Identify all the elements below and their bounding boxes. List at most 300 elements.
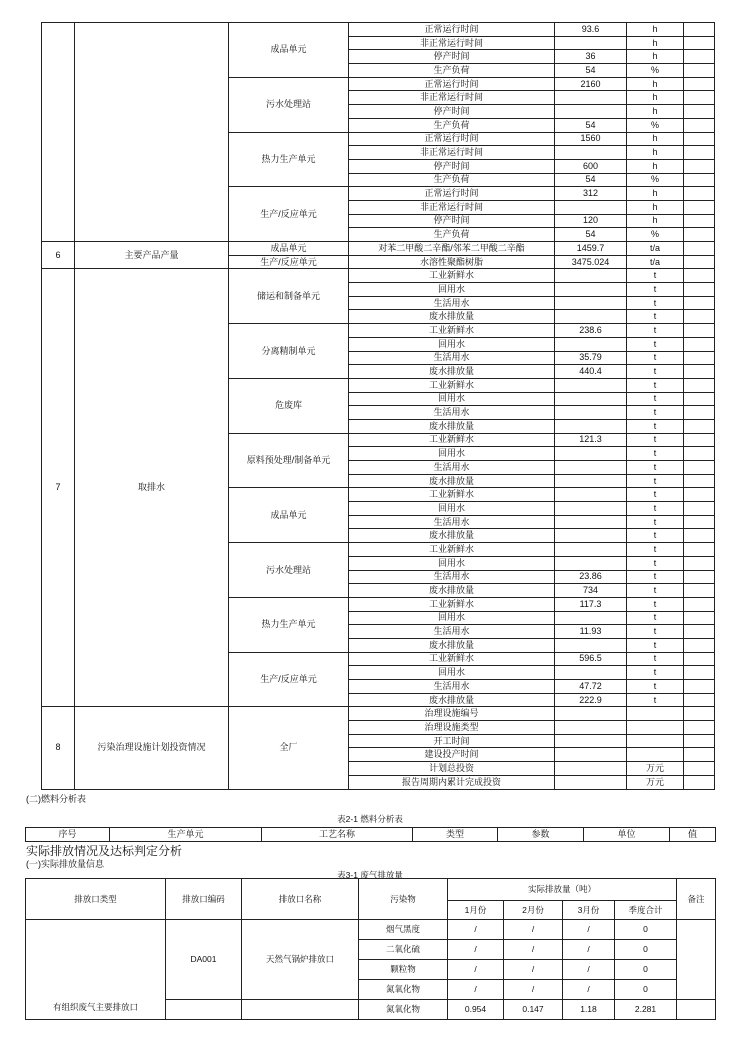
item-cell: 废水排放量 xyxy=(349,365,555,379)
col-pollutant: 污染物 xyxy=(359,879,448,920)
note-cell xyxy=(684,296,715,310)
item-cell: 工业新鲜水 xyxy=(349,324,555,338)
value-cell xyxy=(555,529,627,543)
note-cell xyxy=(684,187,715,201)
value-cell xyxy=(555,775,627,789)
unit-of-measure-cell: h xyxy=(627,50,684,64)
value-cell: 0 xyxy=(615,920,677,940)
item-cell: 水溶性聚酯树脂 xyxy=(349,255,555,269)
item-cell: 生产负荷 xyxy=(349,118,555,132)
unit-of-measure-cell: 万元 xyxy=(627,775,684,789)
value-cell: 35.79 xyxy=(555,351,627,365)
value-cell: / xyxy=(563,980,615,1000)
pollutant-cell: 颗粒物 xyxy=(359,960,448,980)
value-cell: 54 xyxy=(555,228,627,242)
unit-of-measure-cell: h xyxy=(627,23,684,37)
note-cell xyxy=(684,105,715,119)
outlet-code-cell xyxy=(166,1000,242,1020)
note-cell xyxy=(684,242,715,256)
item-cell: 生活用水 xyxy=(349,461,555,475)
section-no-cell xyxy=(42,23,75,242)
unit-of-measure-cell: h xyxy=(627,77,684,91)
note-cell xyxy=(684,707,715,721)
value-cell xyxy=(555,105,627,119)
value-cell xyxy=(555,748,627,762)
value-cell: / xyxy=(563,920,615,940)
unit-of-measure-cell: t xyxy=(627,474,684,488)
unit-of-measure-cell: t xyxy=(627,625,684,639)
value-cell xyxy=(555,337,627,351)
item-cell: 工业新鲜水 xyxy=(349,597,555,611)
unit-of-measure-cell: t xyxy=(627,351,684,365)
unit-of-measure-cell: t xyxy=(627,638,684,652)
unit-cell: 全厂 xyxy=(229,707,349,789)
unit-cell: 污水处理站 xyxy=(229,543,349,598)
col-outlet-code: 排放口编码 xyxy=(166,879,242,920)
value-cell: 596.5 xyxy=(555,652,627,666)
value-cell: / xyxy=(563,960,615,980)
value-cell xyxy=(555,200,627,214)
value-cell xyxy=(555,515,627,529)
unit-of-measure-cell: % xyxy=(627,118,684,132)
item-cell: 报告周期内累计完成投资 xyxy=(349,775,555,789)
outlet-name-cell: 天然气锅炉排放口 xyxy=(242,920,359,1000)
unit-of-measure-cell: t xyxy=(627,378,684,392)
note-cell xyxy=(684,433,715,447)
unit-of-measure-cell: h xyxy=(627,36,684,50)
fuel-table-caption: 表2-1 燃料分析表 xyxy=(337,814,403,824)
note-cell xyxy=(684,515,715,529)
table-row xyxy=(42,242,715,256)
note-cell xyxy=(684,77,715,91)
value-cell xyxy=(555,283,627,297)
item-cell: 生活用水 xyxy=(349,515,555,529)
fuel-column-header: 序号 xyxy=(26,828,110,842)
value-cell: 121.3 xyxy=(555,433,627,447)
note-cell xyxy=(677,1000,716,1020)
item-cell: 非正常运行时间 xyxy=(349,200,555,214)
value-cell xyxy=(555,269,627,283)
unit-of-measure-cell: t xyxy=(627,406,684,420)
value-cell xyxy=(555,556,627,570)
unit-of-measure-cell xyxy=(627,734,684,748)
note-cell xyxy=(684,461,715,475)
unit-of-measure-cell: % xyxy=(627,173,684,187)
value-cell: 36 xyxy=(555,50,627,64)
item-cell: 生活用水 xyxy=(349,570,555,584)
note-cell xyxy=(684,419,715,433)
outlet-type-cell: 有组织废气主要排放口 xyxy=(26,920,166,1020)
unit-of-measure-cell: h xyxy=(627,187,684,201)
item-cell: 正常运行时间 xyxy=(349,23,555,37)
item-cell: 停产时间 xyxy=(349,214,555,228)
unit-of-measure-cell: t xyxy=(627,570,684,584)
col-month-2: 2月份 xyxy=(504,901,563,920)
value-cell xyxy=(555,502,627,516)
unit-cell: 成品单元 xyxy=(229,242,349,256)
item-cell: 工业新鲜水 xyxy=(349,543,555,557)
note-cell xyxy=(684,228,715,242)
item-cell: 回用水 xyxy=(349,666,555,680)
value-cell xyxy=(555,488,627,502)
item-cell: 废水排放量 xyxy=(349,584,555,598)
item-cell: 正常运行时间 xyxy=(349,77,555,91)
item-cell: 回用水 xyxy=(349,447,555,461)
fuel-column-header: 生产单元 xyxy=(110,828,262,842)
item-cell: 废水排放量 xyxy=(349,638,555,652)
fuel-section-title: (二)燃料分析表 xyxy=(26,794,86,804)
unit-of-measure-cell: t xyxy=(627,515,684,529)
note-cell xyxy=(684,23,715,37)
unit-of-measure-cell: t xyxy=(627,365,684,379)
unit-cell: 成品单元 xyxy=(229,23,349,78)
item-cell: 工业新鲜水 xyxy=(349,433,555,447)
note-cell xyxy=(684,214,715,228)
production-info-table xyxy=(41,22,715,790)
unit-of-measure-cell: t xyxy=(627,543,684,557)
col-note: 备注 xyxy=(677,879,716,920)
item-cell: 非正常运行时间 xyxy=(349,36,555,50)
unit-of-measure-cell: t xyxy=(627,666,684,680)
value-cell: 1.18 xyxy=(563,1000,615,1020)
table-row xyxy=(42,707,715,721)
note-cell xyxy=(684,734,715,748)
unit-of-measure-cell: t xyxy=(627,324,684,338)
unit-of-measure-cell: t xyxy=(627,296,684,310)
item-cell: 生活用水 xyxy=(349,351,555,365)
value-cell xyxy=(555,666,627,680)
note-cell xyxy=(684,269,715,283)
note-cell xyxy=(684,775,715,789)
table-row xyxy=(42,23,715,37)
unit-of-measure-cell: t xyxy=(627,584,684,598)
fuel-column-header: 工艺名称 xyxy=(262,828,413,842)
item-cell: 废水排放量 xyxy=(349,529,555,543)
item-cell: 治理设施类型 xyxy=(349,721,555,735)
value-cell: 440.4 xyxy=(555,365,627,379)
value-cell: / xyxy=(448,980,504,1000)
value-cell: 0 xyxy=(615,940,677,960)
unit-of-measure-cell: t xyxy=(627,652,684,666)
value-cell: / xyxy=(504,940,563,960)
emission-section-title: (一)实际排放量信息 xyxy=(26,859,104,869)
unit-of-measure-cell: t xyxy=(627,611,684,625)
unit-of-measure-cell: t xyxy=(627,488,684,502)
value-cell xyxy=(555,638,627,652)
unit-of-measure-cell: t xyxy=(627,556,684,570)
item-cell: 生产负荷 xyxy=(349,173,555,187)
value-cell xyxy=(555,419,627,433)
unit-of-measure-cell: t xyxy=(627,269,684,283)
note-cell xyxy=(684,625,715,639)
pollutant-cell: 二氧化硫 xyxy=(359,940,448,960)
pollutant-cell: 烟气黑度 xyxy=(359,920,448,940)
note-cell xyxy=(684,762,715,776)
value-cell: 54 xyxy=(555,173,627,187)
note-cell xyxy=(684,255,715,269)
note-cell xyxy=(684,378,715,392)
value-cell xyxy=(555,378,627,392)
col-month-3: 3月份 xyxy=(563,901,615,920)
value-cell xyxy=(555,36,627,50)
note-cell xyxy=(684,64,715,78)
item-cell: 生活用水 xyxy=(349,625,555,639)
item-cell: 生活用水 xyxy=(349,680,555,694)
unit-of-measure-cell: t xyxy=(627,392,684,406)
unit-of-measure-cell: t/a xyxy=(627,242,684,256)
note-cell xyxy=(684,666,715,680)
unit-cell: 储运和制备单元 xyxy=(229,269,349,324)
outlet-name-cell xyxy=(242,1000,359,1020)
section-no-cell: 8 xyxy=(42,707,75,789)
unit-of-measure-cell: % xyxy=(627,228,684,242)
col-month-1: 1月份 xyxy=(448,901,504,920)
pollutant-cell: 氮氧化物 xyxy=(359,1000,448,1020)
value-cell: 0 xyxy=(615,960,677,980)
pollutant-cell: 氮氧化物 xyxy=(359,980,448,1000)
outlet-code-cell: DA001 xyxy=(166,920,242,1000)
item-cell: 停产时间 xyxy=(349,50,555,64)
value-cell xyxy=(555,296,627,310)
item-cell: 正常运行时间 xyxy=(349,132,555,146)
note-cell xyxy=(684,638,715,652)
note-cell xyxy=(677,920,716,1000)
note-cell xyxy=(684,584,715,598)
col-outlet-type: 排放口类型 xyxy=(26,879,166,920)
item-cell: 建设投产时间 xyxy=(349,748,555,762)
unit-cell: 热力生产单元 xyxy=(229,597,349,652)
item-cell: 生活用水 xyxy=(349,406,555,420)
unit-cell: 生产/反应单元 xyxy=(229,187,349,242)
note-cell xyxy=(684,173,715,187)
value-cell: 3475.024 xyxy=(555,255,627,269)
unit-of-measure-cell: t xyxy=(627,597,684,611)
unit-of-measure-cell: t xyxy=(627,419,684,433)
value-cell xyxy=(555,543,627,557)
value-cell xyxy=(555,762,627,776)
unit-cell: 成品单元 xyxy=(229,488,349,543)
exhaust-emission-table xyxy=(25,878,716,1020)
unit-cell: 生产/反应单元 xyxy=(229,255,349,269)
fuel-column-header: 类型 xyxy=(413,828,498,842)
unit-of-measure-cell: % xyxy=(627,64,684,78)
unit-cell: 分离精制单元 xyxy=(229,324,349,379)
unit-of-measure-cell xyxy=(627,721,684,735)
value-cell: 117.3 xyxy=(555,597,627,611)
value-cell xyxy=(555,406,627,420)
note-cell xyxy=(684,200,715,214)
note-cell xyxy=(684,159,715,173)
item-cell: 工业新鲜水 xyxy=(349,488,555,502)
value-cell xyxy=(555,91,627,105)
note-cell xyxy=(684,611,715,625)
value-cell: 734 xyxy=(555,584,627,598)
note-cell xyxy=(684,324,715,338)
unit-of-measure-cell: h xyxy=(627,200,684,214)
value-cell xyxy=(555,392,627,406)
note-cell xyxy=(684,337,715,351)
item-cell: 废水排放量 xyxy=(349,474,555,488)
value-cell: 11.93 xyxy=(555,625,627,639)
unit-of-measure-cell xyxy=(627,748,684,762)
value-cell: 222.9 xyxy=(555,693,627,707)
value-cell xyxy=(555,447,627,461)
value-cell: 0 xyxy=(615,980,677,1000)
note-cell xyxy=(684,693,715,707)
note-cell xyxy=(684,543,715,557)
item-cell: 生活用水 xyxy=(349,296,555,310)
fuel-analysis-table xyxy=(25,827,716,842)
value-cell: / xyxy=(448,940,504,960)
note-cell xyxy=(684,652,715,666)
value-cell xyxy=(555,611,627,625)
unit-of-measure-cell: h xyxy=(627,146,684,160)
section-label-cell: 主要产品产量 xyxy=(75,242,229,269)
item-cell: 对苯二甲酸二辛酯/邻苯二甲酸二辛酯 xyxy=(349,242,555,256)
value-cell xyxy=(555,461,627,475)
note-cell xyxy=(684,406,715,420)
fuel-column-header: 值 xyxy=(670,828,716,842)
item-cell: 生产负荷 xyxy=(349,64,555,78)
item-cell: 回用水 xyxy=(349,283,555,297)
unit-of-measure-cell: t xyxy=(627,680,684,694)
value-cell: 47.72 xyxy=(555,680,627,694)
unit-cell: 危废库 xyxy=(229,378,349,433)
item-cell: 工业新鲜水 xyxy=(349,652,555,666)
unit-of-measure-cell: t xyxy=(627,337,684,351)
note-cell xyxy=(684,680,715,694)
note-cell xyxy=(684,351,715,365)
note-cell xyxy=(684,488,715,502)
value-cell: 1560 xyxy=(555,132,627,146)
item-cell: 正常运行时间 xyxy=(349,187,555,201)
value-cell: 600 xyxy=(555,159,627,173)
item-cell: 停产时间 xyxy=(349,105,555,119)
unit-of-measure-cell: t xyxy=(627,283,684,297)
col-quarter-total: 季度合计 xyxy=(615,901,677,920)
item-cell: 治理设施编号 xyxy=(349,707,555,721)
fuel-column-header: 单位 xyxy=(584,828,670,842)
value-cell: / xyxy=(563,940,615,960)
note-cell xyxy=(684,50,715,64)
note-cell xyxy=(684,146,715,160)
item-cell: 回用水 xyxy=(349,502,555,516)
note-cell xyxy=(684,597,715,611)
unit-cell: 生产/反应单元 xyxy=(229,652,349,707)
item-cell: 非正常运行时间 xyxy=(349,91,555,105)
value-cell xyxy=(555,474,627,488)
unit-cell: 热力生产单元 xyxy=(229,132,349,187)
note-cell xyxy=(684,36,715,50)
note-cell xyxy=(684,502,715,516)
value-cell: / xyxy=(504,920,563,940)
value-cell: 0.147 xyxy=(504,1000,563,1020)
emission-big-title: 实际排放情况及达标判定分析 xyxy=(26,844,183,858)
item-cell: 非正常运行时间 xyxy=(349,146,555,160)
section-label-cell xyxy=(75,23,229,242)
item-cell: 废水排放量 xyxy=(349,310,555,324)
value-cell xyxy=(555,310,627,324)
note-cell xyxy=(684,529,715,543)
section-label-cell: 污染治理设施计划投资情况 xyxy=(75,707,229,789)
section-no-cell: 6 xyxy=(42,242,75,269)
value-cell xyxy=(555,721,627,735)
value-cell: 93.6 xyxy=(555,23,627,37)
note-cell xyxy=(684,310,715,324)
note-cell xyxy=(684,570,715,584)
item-cell: 生产负荷 xyxy=(349,228,555,242)
note-cell xyxy=(684,447,715,461)
unit-cell: 原料预处理/制备单元 xyxy=(229,433,349,488)
value-cell: / xyxy=(448,960,504,980)
note-cell xyxy=(684,118,715,132)
table-row xyxy=(42,269,715,283)
unit-of-measure-cell: t xyxy=(627,447,684,461)
value-cell: / xyxy=(504,960,563,980)
value-cell: 2.281 xyxy=(615,1000,677,1020)
unit-of-measure-cell: h xyxy=(627,105,684,119)
value-cell: 2160 xyxy=(555,77,627,91)
item-cell: 回用水 xyxy=(349,611,555,625)
unit-of-measure-cell xyxy=(627,707,684,721)
item-cell: 开工时间 xyxy=(349,734,555,748)
value-cell: 312 xyxy=(555,187,627,201)
emission-table-caption: 表3-1 废气排放量 xyxy=(337,870,403,880)
note-cell xyxy=(684,365,715,379)
value-cell: / xyxy=(448,920,504,940)
note-cell xyxy=(684,474,715,488)
item-cell: 回用水 xyxy=(349,337,555,351)
value-cell xyxy=(555,707,627,721)
value-cell xyxy=(555,146,627,160)
note-cell xyxy=(684,132,715,146)
value-cell: / xyxy=(504,980,563,1000)
note-cell xyxy=(684,283,715,297)
value-cell: 238.6 xyxy=(555,324,627,338)
value-cell: 1459.7 xyxy=(555,242,627,256)
value-cell: 0.954 xyxy=(448,1000,504,1020)
section-label-cell: 取排水 xyxy=(75,269,229,707)
unit-of-measure-cell: h xyxy=(627,159,684,173)
item-cell: 回用水 xyxy=(349,392,555,406)
item-cell: 停产时间 xyxy=(349,159,555,173)
value-cell: 23.86 xyxy=(555,570,627,584)
value-cell xyxy=(555,734,627,748)
item-cell: 工业新鲜水 xyxy=(349,378,555,392)
unit-cell: 污水处理站 xyxy=(229,77,349,132)
unit-of-measure-cell: h xyxy=(627,214,684,228)
col-outlet-name: 排放口名称 xyxy=(242,879,359,920)
note-cell xyxy=(684,721,715,735)
unit-of-measure-cell: t xyxy=(627,529,684,543)
unit-of-measure-cell: t xyxy=(627,502,684,516)
note-cell xyxy=(684,91,715,105)
unit-of-measure-cell: h xyxy=(627,132,684,146)
unit-of-measure-cell: t xyxy=(627,310,684,324)
fuel-column-header: 参数 xyxy=(498,828,584,842)
item-cell: 废水排放量 xyxy=(349,693,555,707)
unit-of-measure-cell: h xyxy=(627,91,684,105)
item-cell: 回用水 xyxy=(349,556,555,570)
value-cell: 120 xyxy=(555,214,627,228)
section-no-cell: 7 xyxy=(42,269,75,707)
item-cell: 废水排放量 xyxy=(349,419,555,433)
item-cell: 工业新鲜水 xyxy=(349,269,555,283)
value-cell: 54 xyxy=(555,118,627,132)
note-cell xyxy=(684,748,715,762)
value-cell: 54 xyxy=(555,64,627,78)
item-cell: 计划总投资 xyxy=(349,762,555,776)
